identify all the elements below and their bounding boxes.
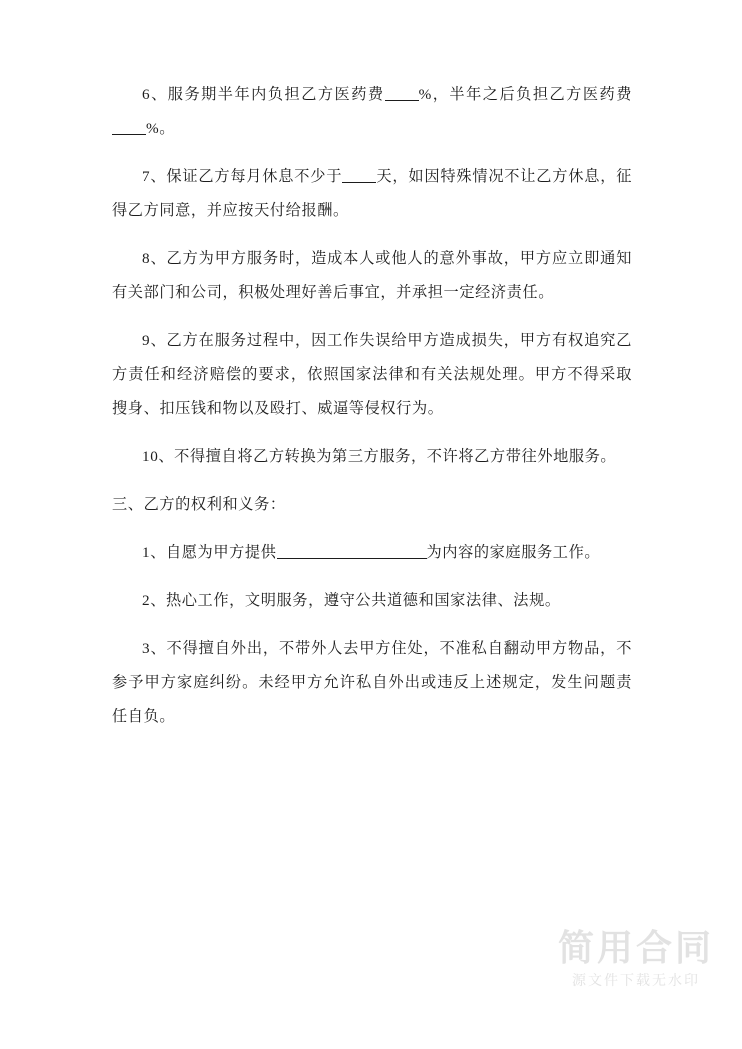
paragraph-text: 2、热心工作，文明服务，遵守公共道德和国家法律、法规。 xyxy=(142,592,561,609)
paragraph-clause-a8 xyxy=(112,242,632,310)
paragraph-clause-a6 xyxy=(112,78,632,146)
paragraph-clause-a7 xyxy=(112,160,632,228)
watermark xyxy=(558,927,714,991)
paragraph-clause-a9 xyxy=(112,324,632,426)
paragraph-clause-a10 xyxy=(112,440,632,474)
paragraph-clause-b2 xyxy=(112,584,632,618)
paragraph-clause-b3 xyxy=(112,632,632,734)
paragraph-clause-b1 xyxy=(112,536,632,570)
paragraph-text: 3、不得擅自外出，不带外人去甲方住处，不准私自翻动甲方物品，不参予甲方家庭纠纷。未经甲方允许私自外出或违反上述规定，发生问题责任自负。 xyxy=(112,640,632,725)
paragraph-text: 为内容的家庭服务工作。 xyxy=(426,544,601,561)
document-body xyxy=(112,78,632,748)
paragraph-text: 天，如因特殊情况不让乙方休息，征得乙方同意，并应按天付给报酬。 xyxy=(112,168,632,219)
paragraph-text: 三、乙方的权利和义务： xyxy=(112,496,286,513)
fill-in-blank[interactable] xyxy=(342,182,376,183)
paragraph-text: 1、自愿为甲方提供 xyxy=(142,544,277,561)
watermark-subtitle: 源文件下载无水印 xyxy=(571,972,700,988)
paragraph-text: 10、不得擅自将乙方转换为第三方服务，不许将乙方带往外地服务。 xyxy=(142,448,617,465)
paragraph-text: %，半年之后负担乙方医药费 xyxy=(418,86,633,103)
paragraph-text: 6、服务期半年内负担乙方医药费 xyxy=(142,86,385,103)
fill-in-blank[interactable] xyxy=(385,100,419,101)
paragraph-text: 8、乙方为甲方服务时，造成本人或他人的意外事故，甲方应立即通知有关部门和公司，积极处理好善后事宜，并承担一定经济责任。 xyxy=(112,250,632,301)
paragraph-text: 9、乙方在服务过程中，因工作失误给甲方造成损失，甲方有权追究乙方责任和经济赔偿的要求，依照国家法律和有关法规处理。甲方不得采取搜身、扣压钱和物以及殴打、威逼等侵权行为。 xyxy=(112,332,632,417)
paragraph-section-three-heading xyxy=(112,488,632,522)
fill-in-blank[interactable] xyxy=(112,134,146,135)
fill-in-blank[interactable] xyxy=(277,558,427,559)
watermark-title: 简用合同 xyxy=(557,927,714,968)
paragraph-text: %。 xyxy=(146,120,176,137)
paragraph-text: 7、保证乙方每月休息不少于 xyxy=(142,168,343,185)
